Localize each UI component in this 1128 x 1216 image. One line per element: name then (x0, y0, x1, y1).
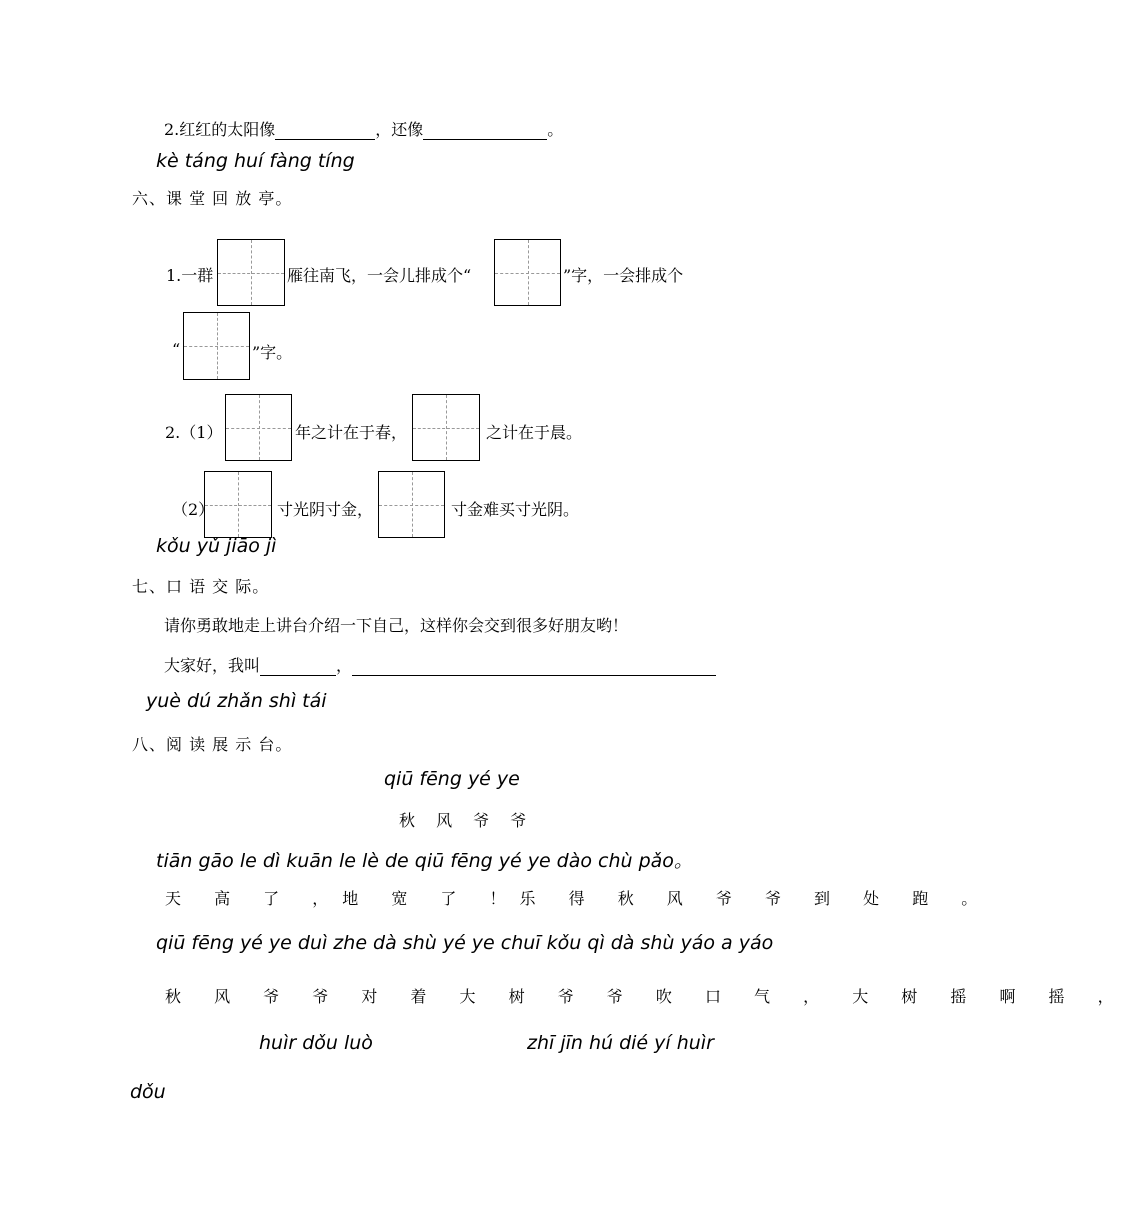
section6-pinyin: kè táng huí fàng tíng (156, 150, 355, 172)
section6-title: 六、课 堂 回 放 亭。 (132, 189, 293, 208)
q6-2-text-b: 年之计在于春， (295, 423, 408, 442)
name-blank[interactable] (260, 659, 336, 676)
q6-1-text-a: 1.一群 (166, 266, 214, 285)
q5-2-text-3: 。 (547, 120, 564, 139)
q6-2-text-d: （2） (172, 500, 215, 519)
section7-pinyin: kǒu yǔ jiāo jì (156, 535, 277, 557)
poem-line4-pinyin: dǒu (130, 1081, 166, 1103)
poem-line2: 秋 风 爷 爷 对 着 大 树 爷 爷 吹 口 气 ， 大 树 摇 啊 摇 ， (165, 987, 1128, 1006)
q5-2-text: 2.红红的太阳像 (164, 120, 276, 139)
q5-2-line (164, 117, 563, 140)
q6-1-text-e: ”字。 (252, 343, 293, 362)
poem-line2-pinyin: qiū fēng yé ye duì zhe dà shù yé ye chuī kǒu qì dà shù yáo a yáo (156, 932, 774, 954)
answer-blank[interactable] (275, 123, 375, 140)
intro-text: 大家好，我叫 (164, 656, 261, 675)
poem-line1-pinyin: tiān gāo le dì kuān le lè de qiū fēng yé ye dào chù pǎo。 (156, 850, 693, 872)
writing-box[interactable] (412, 394, 480, 461)
q6-2-text-c: 之计在于晨。 (486, 423, 583, 442)
section8-pinyin: yuè dú zhǎn shì tái (146, 690, 327, 712)
section7-answer-line (164, 653, 716, 676)
q6-1-text-b: 雁往南飞，一会儿排成个“ (287, 266, 472, 285)
poem-title-pinyin: qiū fēng yé ye (384, 768, 520, 790)
q6-1-text-c: ”字，一会排成个 (563, 266, 684, 285)
q6-2-text-a: 2.（1） (165, 423, 223, 442)
q6-2-text-e: 寸光阴寸金， (277, 500, 374, 519)
writing-box[interactable] (494, 239, 561, 306)
writing-box[interactable] (225, 394, 292, 461)
section8-title: 八、阅 读 展 示 台。 (132, 735, 293, 754)
poem-line3-pinyin-b: zhī jīn hú dié yí huìr (527, 1032, 714, 1054)
poem-line1: 天 高 了 ，地 宽 了 ！乐 得 秋 风 爷 爷 到 处 跑 。 (165, 889, 992, 908)
writing-box[interactable] (183, 312, 250, 380)
q6-1-text-d: “ (172, 340, 181, 359)
q5-2-text-2: ，还像 (375, 120, 424, 139)
writing-box[interactable] (217, 239, 285, 306)
intro-comma: ， (336, 656, 353, 675)
answer-blank[interactable] (423, 123, 547, 140)
poem-title: 秋 风 爷 爷 (399, 811, 535, 830)
writing-box[interactable] (378, 471, 445, 538)
writing-box[interactable] (204, 471, 272, 538)
intro-blank[interactable] (352, 659, 716, 676)
q6-2-text-f: 寸金难买寸光阴。 (451, 500, 580, 519)
section7-prompt: 请你勇敢地走上讲台介绍一下自己，这样你会交到很多好朋友哟！ (164, 616, 629, 635)
section7-title: 七、口 语 交 际。 (132, 577, 270, 596)
poem-line3-pinyin-a: huìr dǒu luò (259, 1032, 373, 1054)
